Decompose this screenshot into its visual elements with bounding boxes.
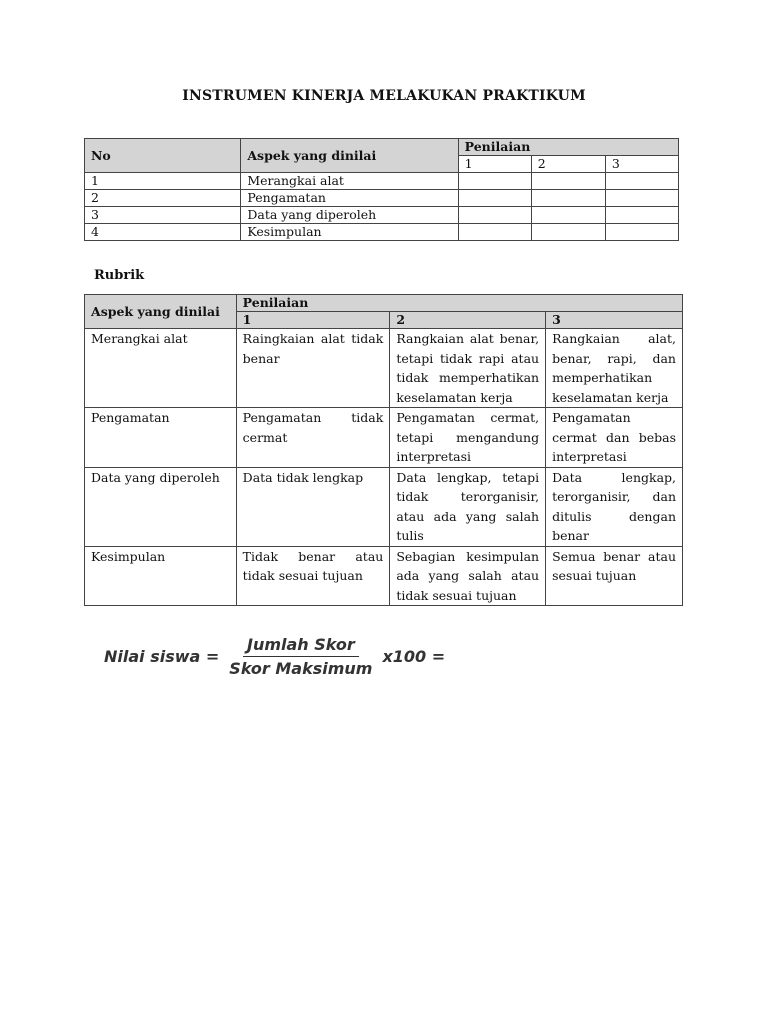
rubric-header-score: 3 <box>546 312 683 329</box>
score-cell <box>531 173 605 190</box>
rubric-aspek: Pengamatan <box>85 408 237 468</box>
score-cell <box>605 190 678 207</box>
row-no: 1 <box>85 173 241 190</box>
formula-lhs: Nilai siswa = <box>104 646 220 666</box>
rubric-score-2: Sebagian kesimpulan ada yang salah atau tidak sesuai tujuan <box>390 546 546 606</box>
rubric-aspek: Merangkai alat <box>85 329 237 408</box>
rubrik-heading: Rubrik <box>94 268 145 283</box>
rubric-header-score: 2 <box>390 312 546 329</box>
header-penilaian: Penilaian <box>458 139 678 156</box>
formula-numerator: Jumlah Skor <box>243 635 359 657</box>
header-score: 2 <box>531 156 605 173</box>
formula-denominator: Skor Maksimum <box>229 658 373 678</box>
score-cell <box>605 207 678 224</box>
score-cell <box>458 224 531 241</box>
document-title: INSTRUMEN KINERJA MELAKUKAN PRAKTIKUM <box>182 88 586 104</box>
table-row <box>85 224 679 241</box>
table-row <box>85 408 683 468</box>
table-row <box>85 467 683 546</box>
table-row <box>85 207 679 224</box>
score-cell <box>605 173 678 190</box>
row-aspek: Pengamatan <box>241 190 458 207</box>
header-score: 1 <box>458 156 531 173</box>
table-row <box>85 173 679 190</box>
rubric-aspek: Kesimpulan <box>85 546 237 606</box>
score-cell <box>458 207 531 224</box>
rubric-score-2: Data lengkap, tetapi tidak terorganisir, atau ada yang salah tulis <box>390 467 546 546</box>
header-aspek: Aspek yang dinilai <box>241 139 458 173</box>
score-formula <box>104 630 445 682</box>
score-cell <box>458 190 531 207</box>
row-no: 3 <box>85 207 241 224</box>
row-no: 4 <box>85 224 241 241</box>
row-aspek: Data yang diperoleh <box>241 207 458 224</box>
rubric-header-penilaian: Penilaian <box>236 295 682 312</box>
rubric-header-score: 1 <box>236 312 390 329</box>
rubric-score-2: Pengamatan cermat, tetapi mengandung interpretasi <box>390 408 546 468</box>
rubric-score-2: Rangkaian alat benar, tetapi tidak rapi atau tidak memperhatikan keselamatan kerja <box>390 329 546 408</box>
table-row <box>85 190 679 207</box>
table-row <box>85 546 683 606</box>
rubric-score-3: Rangkaian alat, benar, rapi, dan memperhatikan keselamatan kerja <box>546 329 683 408</box>
rubric-score-1: Tidak benar atau tidak sesuai tujuan <box>236 546 390 606</box>
rubric-table <box>84 294 683 606</box>
table-row <box>85 329 683 408</box>
score-cell <box>605 224 678 241</box>
rubric-score-1: Data tidak lengkap <box>236 467 390 546</box>
rubric-aspek: Data yang diperoleh <box>85 467 237 546</box>
score-cell <box>458 173 531 190</box>
formula-fraction <box>225 635 376 678</box>
row-aspek: Merangkai alat <box>241 173 458 190</box>
row-no: 2 <box>85 190 241 207</box>
header-no: No <box>85 139 241 173</box>
header-score: 3 <box>605 156 678 173</box>
rubric-header-aspek: Aspek yang dinilai <box>85 295 237 329</box>
score-cell <box>531 190 605 207</box>
score-cell <box>531 224 605 241</box>
rubric-score-3: Data lengkap, terorganisir, dan ditulis dengan benar <box>546 467 683 546</box>
formula-rhs: x100 = <box>382 646 446 666</box>
performance-instrument-table <box>84 138 679 241</box>
row-aspek: Kesimpulan <box>241 224 458 241</box>
rubric-score-3: Semua benar atau sesuai tujuan <box>546 546 683 606</box>
rubric-score-1: Raingkaian alat tidak benar <box>236 329 390 408</box>
rubric-score-3: Pengamatan cermat dan bebas interpretasi <box>546 408 683 468</box>
rubric-score-1: Pengamatan tidak cermat <box>236 408 390 468</box>
score-cell <box>531 207 605 224</box>
